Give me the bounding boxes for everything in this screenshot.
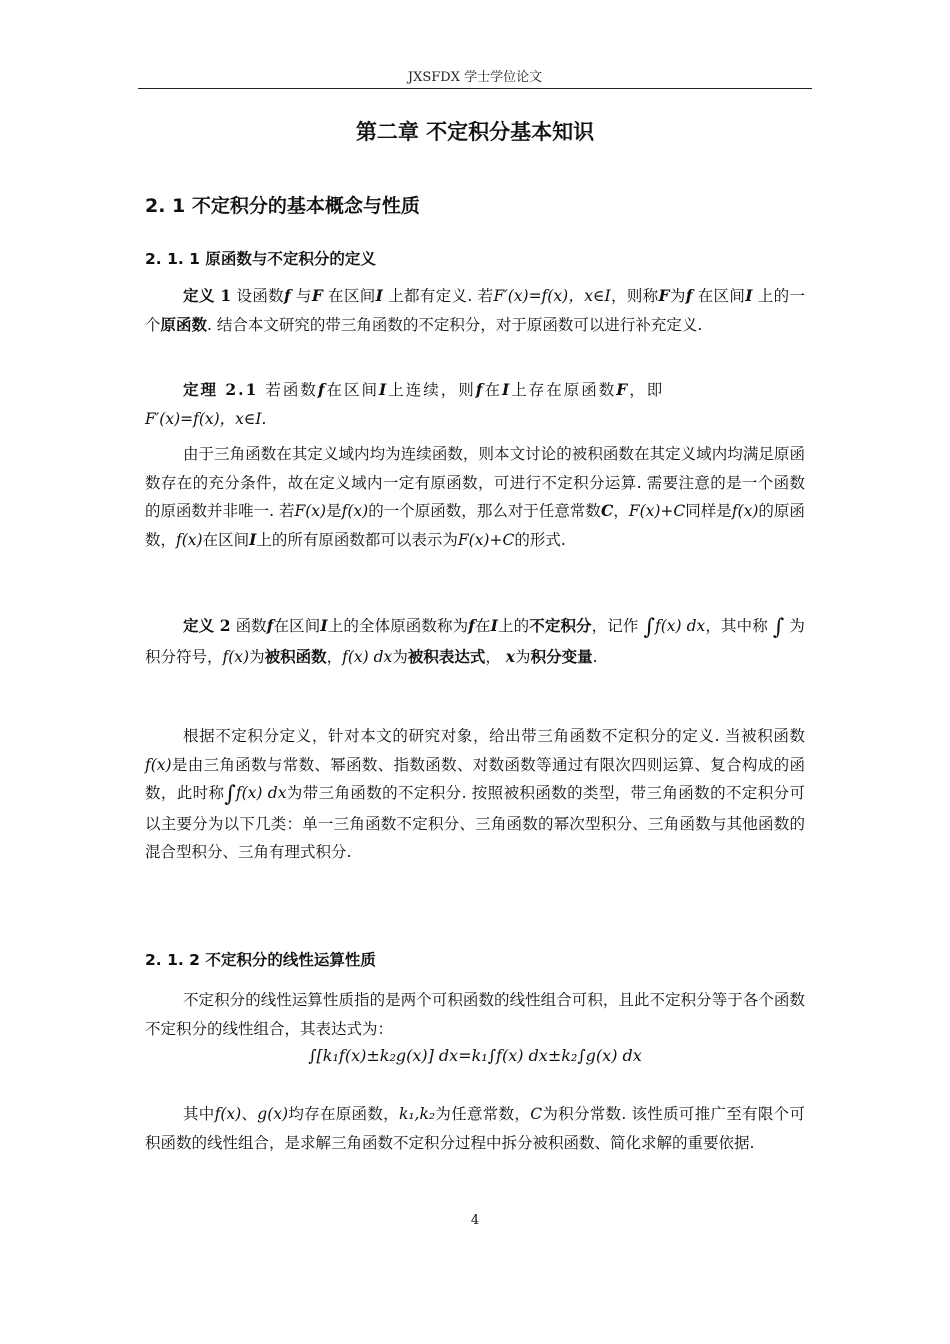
subsection-heading-2-1-2: 2. 1. 2 不定积分的线性运算性质 <box>145 951 376 969</box>
text: 为任意常数， <box>435 1105 531 1123</box>
math-F: F <box>311 286 323 305</box>
text: 在区间 <box>328 287 376 305</box>
paragraph-trig-integral-definition <box>145 722 805 867</box>
math-k1k2: k₁,k₂ <box>398 1105 436 1123</box>
definition-2 <box>145 612 805 671</box>
text: 为积分符号， <box>145 617 805 666</box>
definition-2-label: 定义 2 <box>183 616 231 635</box>
integral-sign: ∫ <box>772 615 785 640</box>
text: ， <box>326 647 343 666</box>
linearity-equation: ∫[k₁f(x)±k₂g(x)] dx=k₁∫f(x) dx±k₂∫g(x) dx <box>308 1046 642 1065</box>
math-fxdx: f(x) dx <box>655 617 706 635</box>
text: 是 <box>326 502 342 520</box>
text: 其中 <box>183 1105 215 1123</box>
text: 均存在原函数， <box>288 1105 399 1123</box>
text: 上都有定义. 若 <box>388 287 494 305</box>
text: 设函数 <box>236 287 285 305</box>
integral-sign: ∫ <box>224 782 236 807</box>
text: 上存在原函数 <box>511 381 617 399</box>
math-fx: f(x) <box>731 502 759 520</box>
math-fx: f(x) <box>222 647 250 666</box>
math-fx: f(x) <box>145 755 172 774</box>
text: 与 <box>295 287 312 305</box>
text: 若函数 <box>265 381 318 399</box>
math-I: I <box>745 286 753 305</box>
text: 为积分常数. 该性质可推广至有限个可积函数的线性组合，是求解三角函数不定积分过程中拆分被积函数、简化求解的重要依据. <box>145 1105 805 1152</box>
theorem-label: 定理 2.1 <box>183 380 259 399</box>
text: 的一个原函数，那么对于任意常数 <box>368 502 601 520</box>
theorem-2-1 <box>145 376 805 433</box>
text: . <box>592 647 598 666</box>
math-f: f <box>284 286 291 305</box>
term-antiderivative: 原函数 <box>160 314 208 334</box>
text: 是由三角函数与常数、幂函数、指数函数、对数函数等通过有限次四则运算、复合构成的函数，此时称 <box>145 755 805 802</box>
text: 由于三角函数在其定义域内均为连续函数，则本文讨论的被积函数在其定义域内均满足原函数存在的充分条件，故在定义域内一定有原函数，可进行不定积分运算. 需要注意的是一个函数的原函数并非唯一. 若 <box>145 445 805 520</box>
subsection-heading-2-1-1: 2. 1. 1 原函数与不定积分的定义 <box>145 250 376 268</box>
text: 为 <box>249 647 265 666</box>
math-f: f <box>475 380 485 399</box>
text: 为 <box>515 647 531 666</box>
math-x: x <box>505 646 516 666</box>
text: 上的所有原函数都可以表示为 <box>256 530 458 549</box>
math-f: f <box>266 616 274 635</box>
term-indefinite-integral: 不定积分 <box>529 616 592 635</box>
math-fx: f(x) <box>176 530 203 549</box>
section-heading-2-1: 2. 1 不定积分的基本概念与性质 <box>145 195 420 217</box>
text: ， <box>613 502 629 520</box>
term-integration-variable: 积分变量 <box>530 646 593 666</box>
text: . 结合本文研究的带三角函数的不定积分，对于原函数可以进行补充定义. <box>207 315 703 334</box>
text: 根据不定积分定义，针对本文的研究对象，给出带三角函数不定积分的定义. 当被积函数 <box>183 727 805 745</box>
math-I: I <box>249 529 257 549</box>
math-I: I <box>501 380 512 399</box>
text: ， <box>485 647 501 666</box>
text: 在 <box>484 381 502 399</box>
definition-1 <box>145 282 805 339</box>
math-fx: f(x) <box>341 502 369 520</box>
text: 上的 <box>497 617 530 635</box>
text: 在区间 <box>326 381 380 399</box>
math-I: I <box>320 616 328 635</box>
math-C: C <box>600 501 614 520</box>
text: 不定积分的线性运算性质指的是两个可积函数的线性组合可积，且此不定积分等于各个函数不定积分的线性组合，其表达式为： <box>145 991 805 1038</box>
text: ，则称 <box>610 287 659 305</box>
header-rule <box>138 88 812 89</box>
text: 在 <box>474 617 491 635</box>
math-f: f <box>468 616 475 635</box>
text: 函数 <box>235 617 267 635</box>
math-F: F <box>616 380 630 399</box>
text: 上的一个 <box>145 287 805 334</box>
math-I: I <box>375 286 383 305</box>
paragraph-linearity-note <box>145 1100 805 1157</box>
paragraph-antiderivative-existence <box>145 440 805 554</box>
math-I: I <box>379 380 389 399</box>
text: 为带三角函数的不定积分. 按照被积函数的类型，带三角函数的不定积分可以主要分为以下几类：单一三角函数不定积分、三角函数的幂次型积分、三角函数与其他函数的混合型积分、三角有理式积分. <box>145 784 805 861</box>
math-FxC: F(x)+C <box>457 530 515 549</box>
math-f: f <box>317 380 327 399</box>
text: 上连续，则 <box>388 381 476 399</box>
math-C: C <box>530 1105 543 1123</box>
math-f: f <box>685 286 693 305</box>
math-Fx: F(x) <box>294 502 327 520</box>
term-integrand-expression: 被积表达式 <box>407 646 486 666</box>
text: 为 <box>669 287 686 305</box>
math-formula: F′(x)=f(x)，x∈I <box>493 287 611 305</box>
math-fxdx: f(x) dx <box>342 647 393 666</box>
text: 为 <box>392 647 408 666</box>
math-F: F <box>658 286 670 305</box>
text: 在区间 <box>273 617 321 635</box>
paragraph-linearity <box>145 986 805 1043</box>
math-formula: F′(x)=f(x)，x∈I. <box>145 409 267 428</box>
text: 同样是 <box>685 502 732 520</box>
math-fxdx: f(x) dx <box>235 784 287 802</box>
text: ，记作 <box>591 617 639 635</box>
page-number: 4 <box>470 1213 480 1228</box>
math-fx: f(x) <box>214 1105 242 1123</box>
text: 在区间 <box>697 287 746 305</box>
text: ，即 <box>629 381 665 399</box>
math-FxC: F(x)+C <box>628 502 686 520</box>
math-I: I <box>490 616 498 635</box>
chapter-title: 第二章 不定积分基本知识 <box>355 120 595 144</box>
text: 的形式. <box>514 530 566 549</box>
text: 的原函数， <box>145 502 805 549</box>
math-gx: g(x) <box>257 1105 289 1123</box>
text: 上的全体原函数称为 <box>327 617 469 635</box>
integral-sign: ∫ <box>643 615 656 640</box>
text: ，其中称 <box>705 617 768 635</box>
text: 、 <box>241 1105 258 1123</box>
definition-1-label: 定义 1 <box>183 286 232 305</box>
text: 在区间 <box>202 530 250 549</box>
term-integrand: 被积函数 <box>264 646 327 666</box>
running-header: JXSFDX 学士学位论文 <box>407 70 543 85</box>
